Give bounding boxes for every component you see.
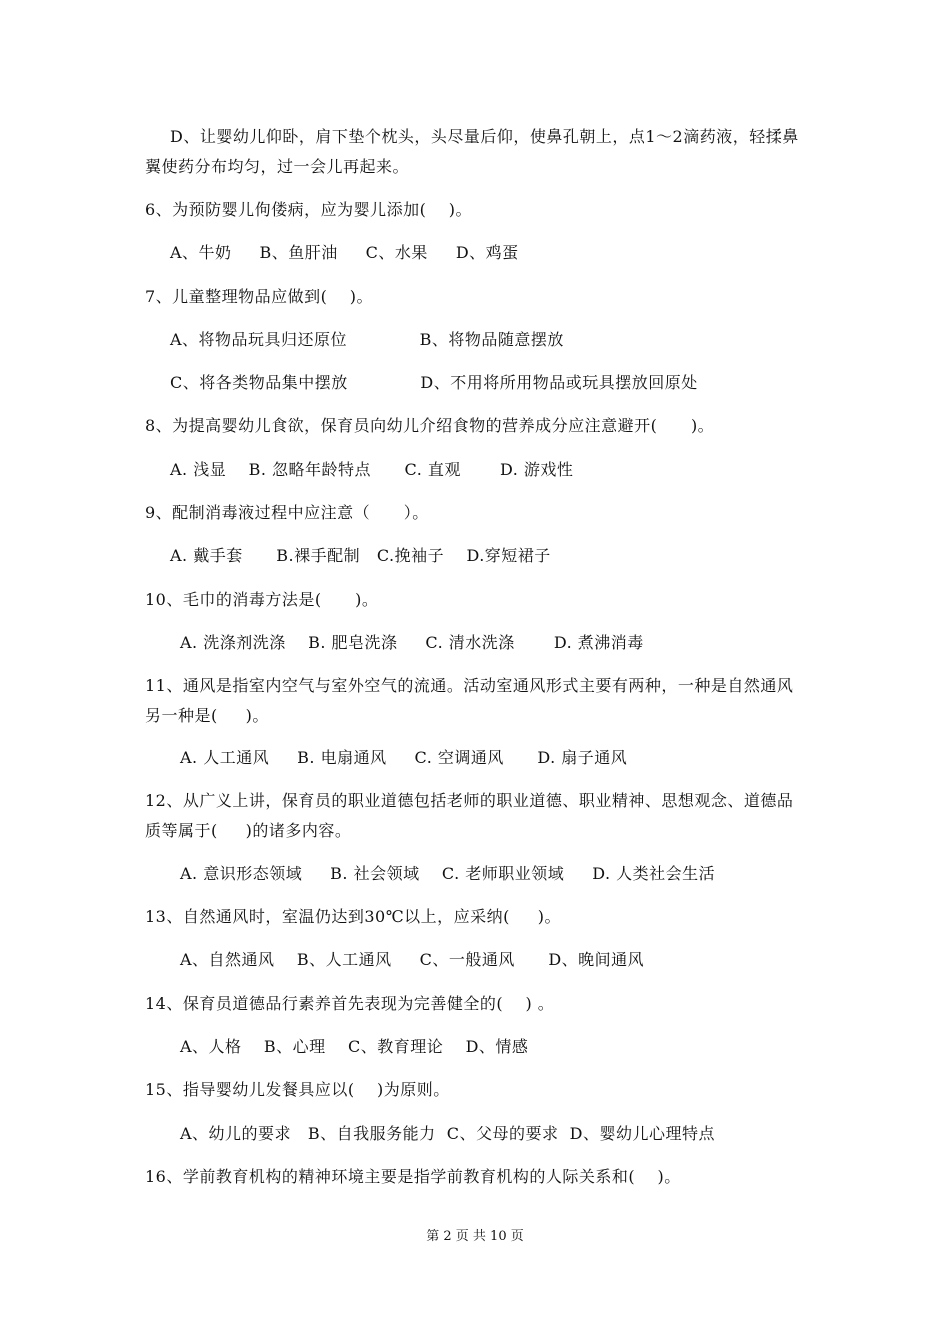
question-8-options: A. 浅显 B. 忽略年龄特点 C. 直观 D. 游戏性 [170, 460, 574, 479]
question-15: 15、指导婴幼儿发餐具应以( )为原则。 [145, 1080, 450, 1099]
question-13-options: A、自然通风 B、人工通风 C、一般通风 D、晚间通风 [180, 950, 645, 969]
page-footer: 第 2 页 共 10 页 [426, 1229, 524, 1244]
q5-option-d-line-2: 翼使药分布均匀，过一会儿再起来。 [145, 157, 410, 176]
question-9-options: A. 戴手套 B.裸手配制 C.挽袖子 D.穿短裙子 [170, 546, 551, 565]
question-7-options-ab: A、将物品玩具归还原位 B、将物品随意摆放 [170, 330, 564, 349]
question-11-line-1: 11、通风是指室内空气与室外空气的流通。活动室通风形式主要有两种，一种是自然通风 [145, 676, 794, 695]
question-10-options: A. 洗涤剂洗涤 B. 肥皂洗涤 C. 清水洗涤 D. 煮沸消毒 [180, 633, 644, 652]
q5-option-d-line-1: D、让婴幼儿仰卧，肩下垫个枕头，头尽量后仰，使鼻孔朝上，点1～2滴药液，轻揉鼻 [170, 127, 799, 146]
question-13: 13、自然通风时，室温仍达到30℃以上，应采纳( )。 [145, 907, 562, 926]
question-7-options-cd: C、将各类物品集中摆放 D、不用将所用物品或玩具摆放回原处 [170, 373, 698, 392]
question-14-options: A、人格 B、心理 C、教育理论 D、情感 [180, 1037, 529, 1056]
question-11-options: A. 人工通风 B. 电扇通风 C. 空调通风 D. 扇子通风 [180, 748, 628, 767]
question-11-line-2: 另一种是( )。 [145, 706, 269, 725]
question-12-line-2: 质等属于( )的诸多内容。 [145, 821, 352, 840]
question-6: 6、为预防婴儿佝偻病，应为婴儿添加( )。 [145, 200, 473, 219]
question-7: 7、儿童整理物品应做到( )。 [145, 287, 374, 306]
question-16: 16、学前教育机构的精神环境主要是指学前教育机构的人际关系和( )。 [145, 1167, 681, 1186]
question-8: 8、为提高婴幼儿食欲，保育员向幼儿介绍食物的营养成分应注意避开( )。 [145, 416, 715, 435]
question-10: 10、毛巾的消毒方法是( )。 [145, 590, 379, 609]
question-12-options: A. 意识形态领域 B. 社会领域 C. 老师职业领域 D. 人类社会生活 [180, 864, 716, 883]
question-15-options: A、幼儿的要求 B、自我服务能力 C、父母的要求 D、婴幼儿心理特点 [180, 1124, 715, 1143]
question-14: 14、保育员道德品行素养首先表现为完善健全的( ) 。 [145, 994, 555, 1013]
question-6-options: A、牛奶 B、鱼肝油 C、水果 D、鸡蛋 [170, 243, 519, 262]
question-12-line-1: 12、从广义上讲，保育员的职业道德包括老师的职业道德、职业精神、思想观念、道德品 [145, 791, 794, 810]
question-9: 9、配制消毒液过程中应注意（ ）。 [145, 503, 429, 522]
